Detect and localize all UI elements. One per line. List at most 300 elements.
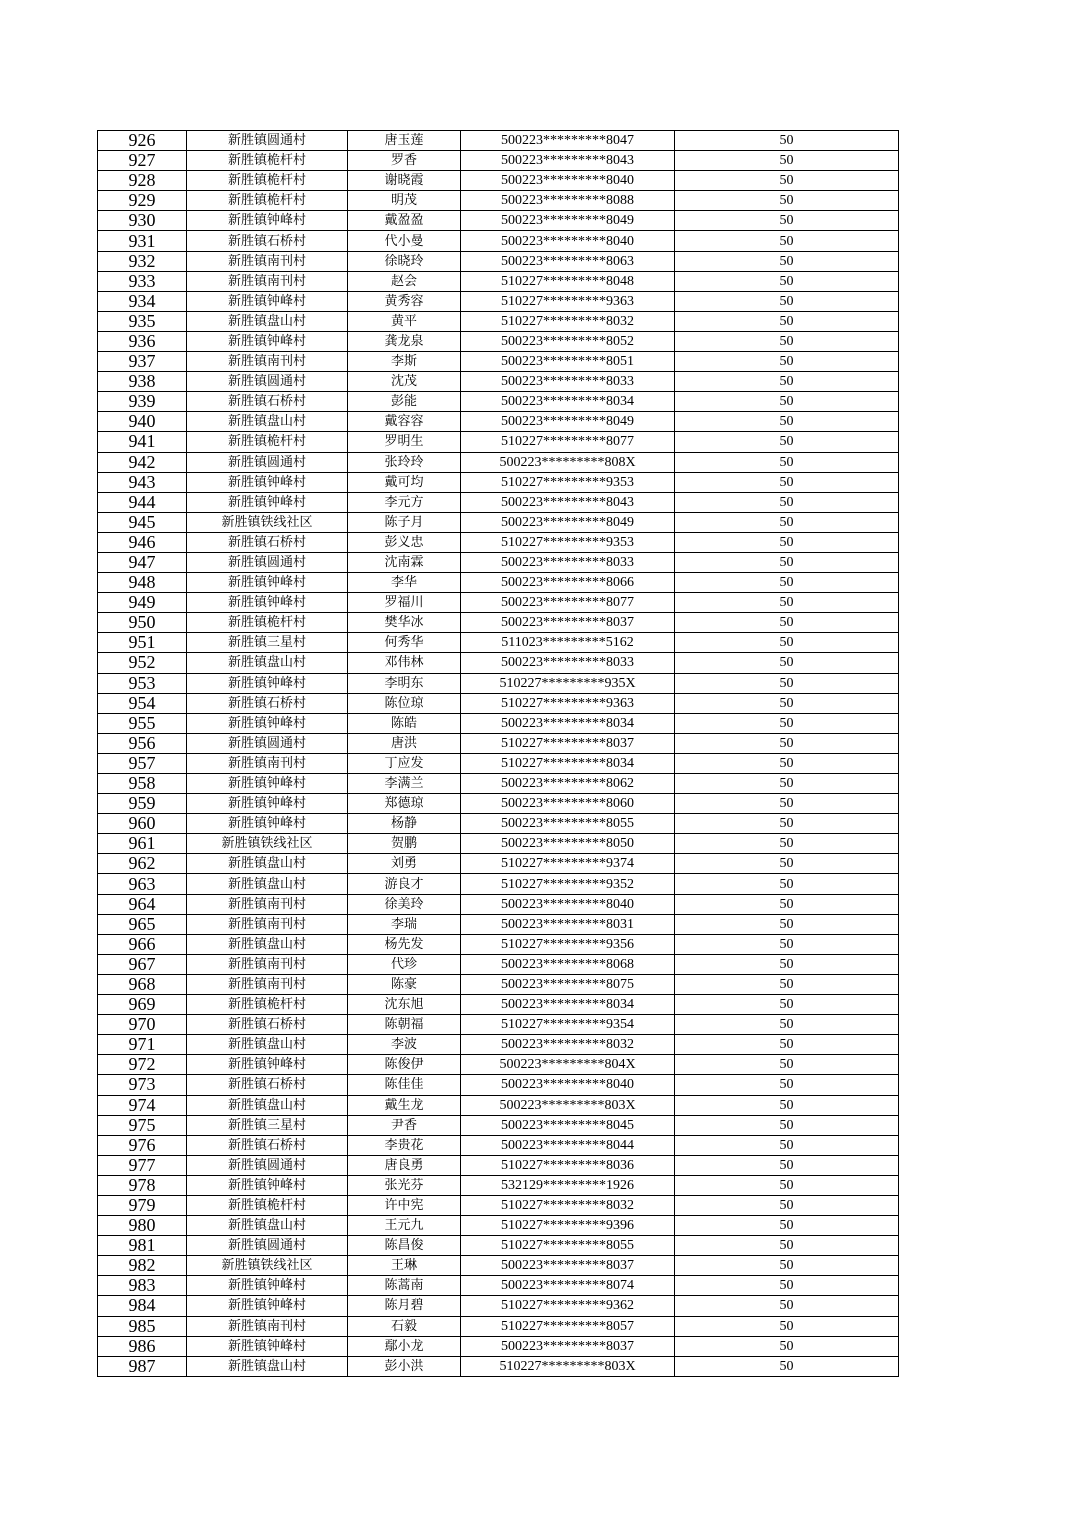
village-cell: 新胜镇盘山村 bbox=[187, 412, 348, 432]
row-number: 948 bbox=[98, 573, 187, 593]
id-number-cell: 510227*********9352 bbox=[461, 874, 675, 894]
name-cell: 罗福川 bbox=[348, 593, 461, 613]
id-number-cell: 500223*********8032 bbox=[461, 1035, 675, 1055]
amount-cell: 50 bbox=[675, 974, 899, 994]
table-row bbox=[98, 914, 899, 934]
amount-cell: 50 bbox=[675, 1336, 899, 1356]
name-cell: 贺鹏 bbox=[348, 834, 461, 854]
name-cell: 陈皓 bbox=[348, 713, 461, 733]
table-row bbox=[98, 231, 899, 251]
village-cell: 新胜镇钟峰村 bbox=[187, 673, 348, 693]
name-cell: 石毅 bbox=[348, 1316, 461, 1336]
amount-cell: 50 bbox=[675, 372, 899, 392]
id-number-cell: 500223*********8033 bbox=[461, 372, 675, 392]
row-number: 980 bbox=[98, 1216, 187, 1236]
table-row bbox=[98, 1195, 899, 1215]
row-number: 978 bbox=[98, 1175, 187, 1195]
id-number-cell: 500223*********8049 bbox=[461, 512, 675, 532]
amount-cell: 50 bbox=[675, 472, 899, 492]
name-cell: 戴可均 bbox=[348, 472, 461, 492]
name-cell: 丁应发 bbox=[348, 753, 461, 773]
amount-cell: 50 bbox=[675, 854, 899, 874]
name-cell: 李波 bbox=[348, 1035, 461, 1055]
village-cell: 新胜镇盘山村 bbox=[187, 653, 348, 673]
amount-cell: 50 bbox=[675, 713, 899, 733]
table-row bbox=[98, 352, 899, 372]
amount-cell: 50 bbox=[675, 1296, 899, 1316]
row-number: 938 bbox=[98, 372, 187, 392]
amount-cell: 50 bbox=[675, 532, 899, 552]
id-number-cell: 500223*********8074 bbox=[461, 1276, 675, 1296]
village-cell: 新胜镇盘山村 bbox=[187, 1095, 348, 1115]
row-number: 927 bbox=[98, 151, 187, 171]
row-number: 937 bbox=[98, 352, 187, 372]
name-cell: 陈佳佳 bbox=[348, 1075, 461, 1095]
table-row bbox=[98, 1256, 899, 1276]
name-cell: 戴生龙 bbox=[348, 1095, 461, 1115]
table-row bbox=[98, 552, 899, 572]
row-number: 979 bbox=[98, 1195, 187, 1215]
table-row bbox=[98, 171, 899, 191]
id-number-cell: 500223*********8037 bbox=[461, 1336, 675, 1356]
village-cell: 新胜镇桅杆村 bbox=[187, 151, 348, 171]
village-cell: 新胜镇铁线社区 bbox=[187, 834, 348, 854]
row-number: 953 bbox=[98, 673, 187, 693]
village-cell: 新胜镇南刊村 bbox=[187, 753, 348, 773]
table-row bbox=[98, 131, 899, 151]
table-row bbox=[98, 452, 899, 472]
amount-cell: 50 bbox=[675, 1256, 899, 1276]
amount-cell: 50 bbox=[675, 512, 899, 532]
name-cell: 樊华冰 bbox=[348, 613, 461, 633]
name-cell: 李贵花 bbox=[348, 1135, 461, 1155]
name-cell: 沈南霖 bbox=[348, 552, 461, 572]
row-number: 943 bbox=[98, 472, 187, 492]
village-cell: 新胜镇桅杆村 bbox=[187, 432, 348, 452]
row-number: 928 bbox=[98, 171, 187, 191]
table-row bbox=[98, 1175, 899, 1195]
name-cell: 陈昌俊 bbox=[348, 1236, 461, 1256]
id-number-cell: 510227*********9356 bbox=[461, 934, 675, 954]
id-number-cell: 500223*********8031 bbox=[461, 914, 675, 934]
id-number-cell: 500223*********8075 bbox=[461, 974, 675, 994]
row-number: 930 bbox=[98, 211, 187, 231]
village-cell: 新胜镇桅杆村 bbox=[187, 613, 348, 633]
village-cell: 新胜镇钟峰村 bbox=[187, 1055, 348, 1075]
amount-cell: 50 bbox=[675, 432, 899, 452]
amount-cell: 50 bbox=[675, 392, 899, 412]
table-row bbox=[98, 1155, 899, 1175]
amount-cell: 50 bbox=[675, 331, 899, 351]
amount-cell: 50 bbox=[675, 552, 899, 572]
row-number: 931 bbox=[98, 231, 187, 251]
table-row bbox=[98, 1356, 899, 1376]
row-number: 976 bbox=[98, 1135, 187, 1155]
village-cell: 新胜镇盘山村 bbox=[187, 1356, 348, 1376]
row-number: 952 bbox=[98, 653, 187, 673]
amount-cell: 50 bbox=[675, 1195, 899, 1215]
village-cell: 新胜镇圆通村 bbox=[187, 452, 348, 472]
village-cell: 新胜镇南刊村 bbox=[187, 352, 348, 372]
name-cell: 杨静 bbox=[348, 814, 461, 834]
amount-cell: 50 bbox=[675, 1356, 899, 1376]
table-row bbox=[98, 1055, 899, 1075]
id-number-cell: 500223*********8055 bbox=[461, 814, 675, 834]
name-cell: 陈位琼 bbox=[348, 693, 461, 713]
id-number-cell: 500223*********8049 bbox=[461, 412, 675, 432]
village-cell: 新胜镇南刊村 bbox=[187, 894, 348, 914]
row-number: 945 bbox=[98, 512, 187, 532]
amount-cell: 50 bbox=[675, 291, 899, 311]
id-number-cell: 500223*********8060 bbox=[461, 794, 675, 814]
id-number-cell: 500223*********8034 bbox=[461, 713, 675, 733]
name-cell: 陈朝福 bbox=[348, 1015, 461, 1035]
name-cell: 李瑞 bbox=[348, 914, 461, 934]
name-cell: 游良才 bbox=[348, 874, 461, 894]
table-row bbox=[98, 331, 899, 351]
table-row bbox=[98, 753, 899, 773]
village-cell: 新胜镇钟峰村 bbox=[187, 593, 348, 613]
village-cell: 新胜镇钟峰村 bbox=[187, 774, 348, 794]
amount-cell: 50 bbox=[675, 1216, 899, 1236]
id-number-cell: 500223*********8040 bbox=[461, 894, 675, 914]
row-number: 926 bbox=[98, 131, 187, 151]
row-number: 929 bbox=[98, 191, 187, 211]
id-number-cell: 510227*********8048 bbox=[461, 271, 675, 291]
name-cell: 李明东 bbox=[348, 673, 461, 693]
name-cell: 黄平 bbox=[348, 311, 461, 331]
id-number-cell: 500223*********8045 bbox=[461, 1115, 675, 1135]
village-cell: 新胜镇南刊村 bbox=[187, 251, 348, 271]
village-cell: 新胜镇盘山村 bbox=[187, 1035, 348, 1055]
table-row bbox=[98, 151, 899, 171]
id-number-cell: 510227*********9362 bbox=[461, 1296, 675, 1316]
table-row bbox=[98, 311, 899, 331]
name-cell: 郑德琼 bbox=[348, 794, 461, 814]
amount-cell: 50 bbox=[675, 311, 899, 331]
row-number: 942 bbox=[98, 452, 187, 472]
village-cell: 新胜镇钟峰村 bbox=[187, 1276, 348, 1296]
id-number-cell: 500223*********8037 bbox=[461, 613, 675, 633]
name-cell: 沈东旭 bbox=[348, 995, 461, 1015]
amount-cell: 50 bbox=[675, 814, 899, 834]
amount-cell: 50 bbox=[675, 231, 899, 251]
amount-cell: 50 bbox=[675, 693, 899, 713]
name-cell: 李斯 bbox=[348, 352, 461, 372]
table-row bbox=[98, 633, 899, 653]
row-number: 932 bbox=[98, 251, 187, 271]
village-cell: 新胜镇钟峰村 bbox=[187, 211, 348, 231]
id-number-cell: 532129*********1926 bbox=[461, 1175, 675, 1195]
table-row bbox=[98, 774, 899, 794]
id-number-cell: 511023*********5162 bbox=[461, 633, 675, 653]
id-number-cell: 500223*********8050 bbox=[461, 834, 675, 854]
name-cell: 杨先发 bbox=[348, 934, 461, 954]
name-cell: 邓伟林 bbox=[348, 653, 461, 673]
village-cell: 新胜镇圆通村 bbox=[187, 372, 348, 392]
village-cell: 新胜镇石桥村 bbox=[187, 392, 348, 412]
row-number: 958 bbox=[98, 774, 187, 794]
id-number-cell: 500223*********8033 bbox=[461, 552, 675, 572]
table-row bbox=[98, 1115, 899, 1135]
row-number: 964 bbox=[98, 894, 187, 914]
table-row bbox=[98, 1035, 899, 1055]
amount-cell: 50 bbox=[675, 271, 899, 291]
village-cell: 新胜镇圆通村 bbox=[187, 552, 348, 572]
row-number: 971 bbox=[98, 1035, 187, 1055]
row-number: 944 bbox=[98, 492, 187, 512]
village-cell: 新胜镇圆通村 bbox=[187, 1236, 348, 1256]
table-row bbox=[98, 1216, 899, 1236]
id-number-cell: 500223*********8062 bbox=[461, 774, 675, 794]
amount-cell: 50 bbox=[675, 1135, 899, 1155]
row-number: 982 bbox=[98, 1256, 187, 1276]
amount-cell: 50 bbox=[675, 593, 899, 613]
id-number-cell: 500223*********8049 bbox=[461, 211, 675, 231]
name-cell: 徐晓玲 bbox=[348, 251, 461, 271]
table-body bbox=[98, 131, 899, 1377]
village-cell: 新胜镇石桥村 bbox=[187, 693, 348, 713]
table-row bbox=[98, 291, 899, 311]
name-cell: 徐美玲 bbox=[348, 894, 461, 914]
id-number-cell: 500223*********8043 bbox=[461, 151, 675, 171]
name-cell: 代珍 bbox=[348, 954, 461, 974]
id-number-cell: 510227*********9354 bbox=[461, 1015, 675, 1035]
row-number: 939 bbox=[98, 392, 187, 412]
village-cell: 新胜镇石桥村 bbox=[187, 231, 348, 251]
amount-cell: 50 bbox=[675, 995, 899, 1015]
amount-cell: 50 bbox=[675, 774, 899, 794]
name-cell: 李元方 bbox=[348, 492, 461, 512]
id-number-cell: 510227*********935X bbox=[461, 673, 675, 693]
table-row bbox=[98, 1015, 899, 1035]
name-cell: 彭小洪 bbox=[348, 1356, 461, 1376]
amount-cell: 50 bbox=[675, 733, 899, 753]
spreadsheet-page bbox=[97, 130, 899, 1377]
id-number-cell: 510227*********9363 bbox=[461, 693, 675, 713]
row-number: 946 bbox=[98, 532, 187, 552]
table-row bbox=[98, 191, 899, 211]
amount-cell: 50 bbox=[675, 914, 899, 934]
id-number-cell: 510227*********9353 bbox=[461, 472, 675, 492]
row-number: 961 bbox=[98, 834, 187, 854]
row-number: 969 bbox=[98, 995, 187, 1015]
table-row bbox=[98, 1276, 899, 1296]
table-row bbox=[98, 854, 899, 874]
id-number-cell: 500223*********8037 bbox=[461, 1256, 675, 1276]
village-cell: 新胜镇盘山村 bbox=[187, 934, 348, 954]
name-cell: 刘勇 bbox=[348, 854, 461, 874]
table-row bbox=[98, 492, 899, 512]
id-number-cell: 500223*********8033 bbox=[461, 653, 675, 673]
table-row bbox=[98, 271, 899, 291]
amount-cell: 50 bbox=[675, 954, 899, 974]
village-cell: 新胜镇盘山村 bbox=[187, 1216, 348, 1236]
id-number-cell: 500223*********8077 bbox=[461, 593, 675, 613]
amount-cell: 50 bbox=[675, 1316, 899, 1336]
name-cell: 陈子月 bbox=[348, 512, 461, 532]
table-row bbox=[98, 1075, 899, 1095]
name-cell: 陈俊伊 bbox=[348, 1055, 461, 1075]
village-cell: 新胜镇桅杆村 bbox=[187, 171, 348, 191]
table-row bbox=[98, 894, 899, 914]
id-number-cell: 510227*********9353 bbox=[461, 532, 675, 552]
table-row bbox=[98, 934, 899, 954]
table-row bbox=[98, 392, 899, 412]
row-number: 959 bbox=[98, 794, 187, 814]
amount-cell: 50 bbox=[675, 653, 899, 673]
id-number-cell: 510227*********8036 bbox=[461, 1155, 675, 1175]
amount-cell: 50 bbox=[675, 492, 899, 512]
name-cell: 许中宪 bbox=[348, 1195, 461, 1215]
name-cell: 戴容容 bbox=[348, 412, 461, 432]
amount-cell: 50 bbox=[675, 191, 899, 211]
row-number: 957 bbox=[98, 753, 187, 773]
table-row bbox=[98, 613, 899, 633]
name-cell: 王琳 bbox=[348, 1256, 461, 1276]
id-number-cell: 500223*********8088 bbox=[461, 191, 675, 211]
row-number: 977 bbox=[98, 1155, 187, 1175]
amount-cell: 50 bbox=[675, 753, 899, 773]
row-number: 965 bbox=[98, 914, 187, 934]
village-cell: 新胜镇南刊村 bbox=[187, 914, 348, 934]
amount-cell: 50 bbox=[675, 633, 899, 653]
row-number: 941 bbox=[98, 432, 187, 452]
village-cell: 新胜镇南刊村 bbox=[187, 271, 348, 291]
village-cell: 新胜镇桅杆村 bbox=[187, 1195, 348, 1215]
amount-cell: 50 bbox=[675, 251, 899, 271]
amount-cell: 50 bbox=[675, 1155, 899, 1175]
table-row bbox=[98, 1095, 899, 1115]
village-cell: 新胜镇钟峰村 bbox=[187, 1175, 348, 1195]
village-cell: 新胜镇钟峰村 bbox=[187, 331, 348, 351]
id-number-cell: 510227*********8077 bbox=[461, 432, 675, 452]
row-number: 966 bbox=[98, 934, 187, 954]
table-row bbox=[98, 834, 899, 854]
amount-cell: 50 bbox=[675, 1115, 899, 1135]
table-row bbox=[98, 1135, 899, 1155]
id-number-cell: 500223*********803X bbox=[461, 1095, 675, 1115]
village-cell: 新胜镇盘山村 bbox=[187, 311, 348, 331]
village-cell: 新胜镇盘山村 bbox=[187, 854, 348, 874]
amount-cell: 50 bbox=[675, 874, 899, 894]
row-number: 967 bbox=[98, 954, 187, 974]
row-number: 987 bbox=[98, 1356, 187, 1376]
id-number-cell: 500223*********8068 bbox=[461, 954, 675, 974]
table-row bbox=[98, 974, 899, 994]
id-number-cell: 510227*********9396 bbox=[461, 1216, 675, 1236]
id-number-cell: 500223*********8052 bbox=[461, 331, 675, 351]
row-number: 968 bbox=[98, 974, 187, 994]
village-cell: 新胜镇圆通村 bbox=[187, 131, 348, 151]
row-number: 935 bbox=[98, 311, 187, 331]
village-cell: 新胜镇钟峰村 bbox=[187, 1336, 348, 1356]
table-row bbox=[98, 1336, 899, 1356]
row-number: 984 bbox=[98, 1296, 187, 1316]
amount-cell: 50 bbox=[675, 412, 899, 432]
name-cell: 唐洪 bbox=[348, 733, 461, 753]
row-number: 986 bbox=[98, 1336, 187, 1356]
row-number: 940 bbox=[98, 412, 187, 432]
village-cell: 新胜镇铁线社区 bbox=[187, 512, 348, 532]
amount-cell: 50 bbox=[675, 171, 899, 191]
village-cell: 新胜镇石桥村 bbox=[187, 1135, 348, 1155]
id-number-cell: 500223*********804X bbox=[461, 1055, 675, 1075]
id-number-cell: 500223*********8043 bbox=[461, 492, 675, 512]
name-cell: 彭义忠 bbox=[348, 532, 461, 552]
name-cell: 张玲玲 bbox=[348, 452, 461, 472]
name-cell: 王元九 bbox=[348, 1216, 461, 1236]
table-row bbox=[98, 713, 899, 733]
row-number: 951 bbox=[98, 633, 187, 653]
amount-cell: 50 bbox=[675, 352, 899, 372]
name-cell: 罗香 bbox=[348, 151, 461, 171]
id-number-cell: 500223*********8047 bbox=[461, 131, 675, 151]
amount-cell: 50 bbox=[675, 452, 899, 472]
name-cell: 彭能 bbox=[348, 392, 461, 412]
village-cell: 新胜镇三星村 bbox=[187, 633, 348, 653]
row-number: 970 bbox=[98, 1015, 187, 1035]
id-number-cell: 500223*********8040 bbox=[461, 1075, 675, 1095]
village-cell: 新胜镇铁线社区 bbox=[187, 1256, 348, 1276]
name-cell: 陈豪 bbox=[348, 974, 461, 994]
village-cell: 新胜镇桅杆村 bbox=[187, 191, 348, 211]
id-number-cell: 500223*********8040 bbox=[461, 231, 675, 251]
table-row bbox=[98, 874, 899, 894]
amount-cell: 50 bbox=[675, 1015, 899, 1035]
row-number: 981 bbox=[98, 1236, 187, 1256]
amount-cell: 50 bbox=[675, 834, 899, 854]
table-row bbox=[98, 532, 899, 552]
table-row bbox=[98, 1316, 899, 1336]
table-row bbox=[98, 693, 899, 713]
table-row bbox=[98, 954, 899, 974]
name-cell: 明茂 bbox=[348, 191, 461, 211]
row-number: 960 bbox=[98, 814, 187, 834]
name-cell: 龚龙泉 bbox=[348, 331, 461, 351]
id-number-cell: 500223*********8063 bbox=[461, 251, 675, 271]
amount-cell: 50 bbox=[675, 1055, 899, 1075]
amount-cell: 50 bbox=[675, 1236, 899, 1256]
village-cell: 新胜镇钟峰村 bbox=[187, 472, 348, 492]
table-row bbox=[98, 794, 899, 814]
table-row bbox=[98, 593, 899, 613]
id-number-cell: 510227*********8057 bbox=[461, 1316, 675, 1336]
name-cell: 何秀华 bbox=[348, 633, 461, 653]
village-cell: 新胜镇南刊村 bbox=[187, 1316, 348, 1336]
village-cell: 新胜镇圆通村 bbox=[187, 733, 348, 753]
table-row bbox=[98, 512, 899, 532]
id-number-cell: 500223*********8044 bbox=[461, 1135, 675, 1155]
village-cell: 新胜镇钟峰村 bbox=[187, 573, 348, 593]
table-row bbox=[98, 1296, 899, 1316]
amount-cell: 50 bbox=[675, 934, 899, 954]
amount-cell: 50 bbox=[675, 794, 899, 814]
table-row bbox=[98, 733, 899, 753]
village-cell: 新胜镇南刊村 bbox=[187, 974, 348, 994]
village-cell: 新胜镇三星村 bbox=[187, 1115, 348, 1135]
village-cell: 新胜镇石桥村 bbox=[187, 1015, 348, 1035]
id-number-cell: 500223*********8066 bbox=[461, 573, 675, 593]
row-number: 955 bbox=[98, 713, 187, 733]
row-number: 974 bbox=[98, 1095, 187, 1115]
row-number: 975 bbox=[98, 1115, 187, 1135]
id-number-cell: 510227*********8032 bbox=[461, 311, 675, 331]
id-number-cell: 500223*********8040 bbox=[461, 171, 675, 191]
name-cell: 沈茂 bbox=[348, 372, 461, 392]
row-number: 963 bbox=[98, 874, 187, 894]
village-cell: 新胜镇圆通村 bbox=[187, 1155, 348, 1175]
